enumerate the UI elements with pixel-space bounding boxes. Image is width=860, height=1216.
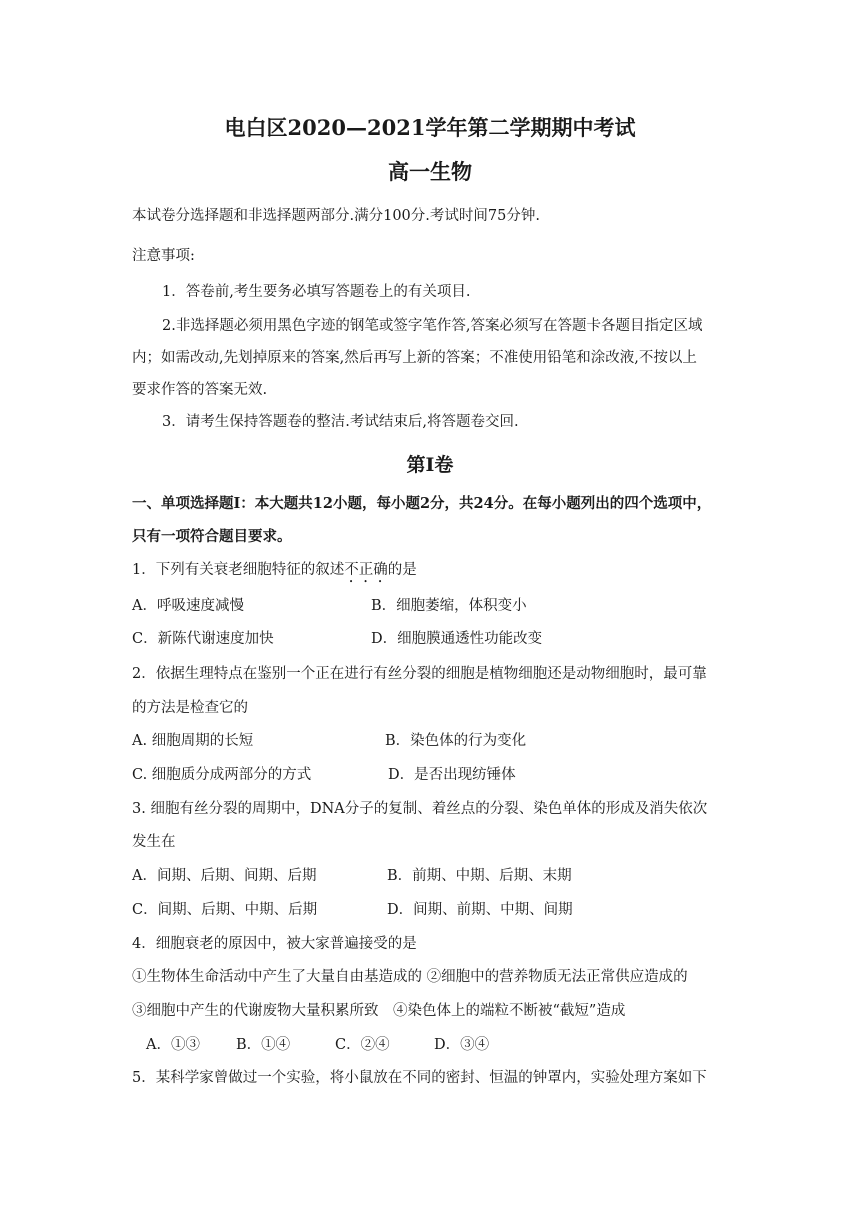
question-3-option-d: D．间期、前期、中期、间期 bbox=[387, 902, 573, 918]
question-1-stem bbox=[132, 560, 417, 586]
section-instructions-line-2: 只有一项符合题目要求。 bbox=[132, 528, 292, 545]
question-5-stem-line-1: 5．某科学家曾做过一个实验，将小鼠放在不同的密封、恒温的钟罩内，实验处理方案如下 bbox=[132, 1070, 707, 1086]
question-2-stem-line-1: 2．依据生理特点在鉴别一个正在进行有丝分裂的细胞是植物细胞还是动物细胞时，最可靠 bbox=[132, 666, 707, 682]
question-2-option-b: B．染色体的行为变化 bbox=[385, 733, 527, 749]
question-3-option-a: A．间期、后期、间期、后期 bbox=[132, 868, 317, 884]
section-title: 第Ⅰ卷 bbox=[406, 454, 454, 476]
exam-subject: 高一生物 bbox=[388, 159, 472, 184]
question-1-option-c: C．新陈代谢速度加快 bbox=[132, 631, 274, 647]
question-2-option-c: C. 细胞质分成两部分的方式 bbox=[132, 767, 312, 783]
question-4-option-b: B．①④ bbox=[236, 1037, 291, 1053]
exam-title: 电白区2020—2021学年第二学期期中考试 bbox=[224, 115, 636, 140]
question-4-option-c: C．②④ bbox=[335, 1037, 390, 1053]
question-4-stem: 4．细胞衰老的原因中，被大家普遍接受的是 bbox=[132, 936, 417, 952]
question-2-option-a: A. 细胞周期的长短 bbox=[132, 733, 254, 749]
notice-item-2-line-1: 2.非选择题必须用黑色字迹的钢笔或签字笔作答,答案必须写在答题卡各题目指定区域 bbox=[162, 318, 703, 334]
question-4-statement-line-1: ①生物体生命活动中产生了大量自由基造成的 ②细胞中的营养物质无法正常供应造成的 bbox=[132, 969, 688, 985]
notice-item-1: 1．答卷前,考生要务必填写答题卷上的有关项目. bbox=[162, 284, 471, 300]
question-1-option-d: D．细胞膜通透性功能改变 bbox=[371, 631, 543, 647]
notice-item-2-line-3: 要求作答的答案无效. bbox=[132, 382, 268, 398]
question-3-option-b: B．前期、中期、后期、末期 bbox=[387, 868, 572, 884]
question-2-option-d: D．是否出现纺锤体 bbox=[388, 767, 516, 783]
exam-intro: 本试卷分选择题和非选择题两部分.满分100分.考试时间75分钟. bbox=[132, 208, 540, 224]
question-2-stem-line-2: 的方法是检查它的 bbox=[132, 700, 248, 716]
question-3-option-c: C．间期、后期、中期、后期 bbox=[132, 902, 318, 918]
question-1-option-b: B．细胞萎缩，体积变小 bbox=[371, 598, 527, 614]
section-instructions-line-1: 一、单项选择题Ⅰ：本大题共12小题，每小题2分，共24分。在每小题列出的四个选项中， bbox=[132, 495, 712, 512]
question-1-stem-end: 的是 bbox=[387, 562, 417, 578]
question-4-option-d: D．③④ bbox=[434, 1037, 490, 1053]
notice-heading: 注意事项: bbox=[132, 248, 195, 264]
question-1-emphasis: 不正确 bbox=[344, 562, 388, 578]
notice-item-3: 3．请考生保持答题卷的整洁.考试结束后,将答题卷交回. bbox=[162, 414, 519, 430]
question-4-statement-line-2: ③细胞中产生的代谢废物大量积累所致 ④染色体上的端粒不断被“截短”造成 bbox=[132, 1003, 626, 1019]
question-1-stem-text: 1．下列有关衰老细胞特征的叙述 bbox=[132, 562, 345, 578]
notice-item-2-line-2: 内；如需改动,先划掉原来的答案,然后再写上新的答案；不准使用铅笔和涂改液,不按以上 bbox=[132, 350, 697, 366]
question-1-option-a: A．呼吸速度减慢 bbox=[132, 598, 244, 614]
question-3-stem-line-2: 发生在 bbox=[132, 834, 176, 850]
question-4-option-a: A．①③ bbox=[146, 1037, 200, 1053]
question-3-stem-line-1: 3. 细胞有丝分裂的周期中，DNA分子的复制、着丝点的分裂、染色单体的形成及消失依次 bbox=[132, 801, 708, 817]
